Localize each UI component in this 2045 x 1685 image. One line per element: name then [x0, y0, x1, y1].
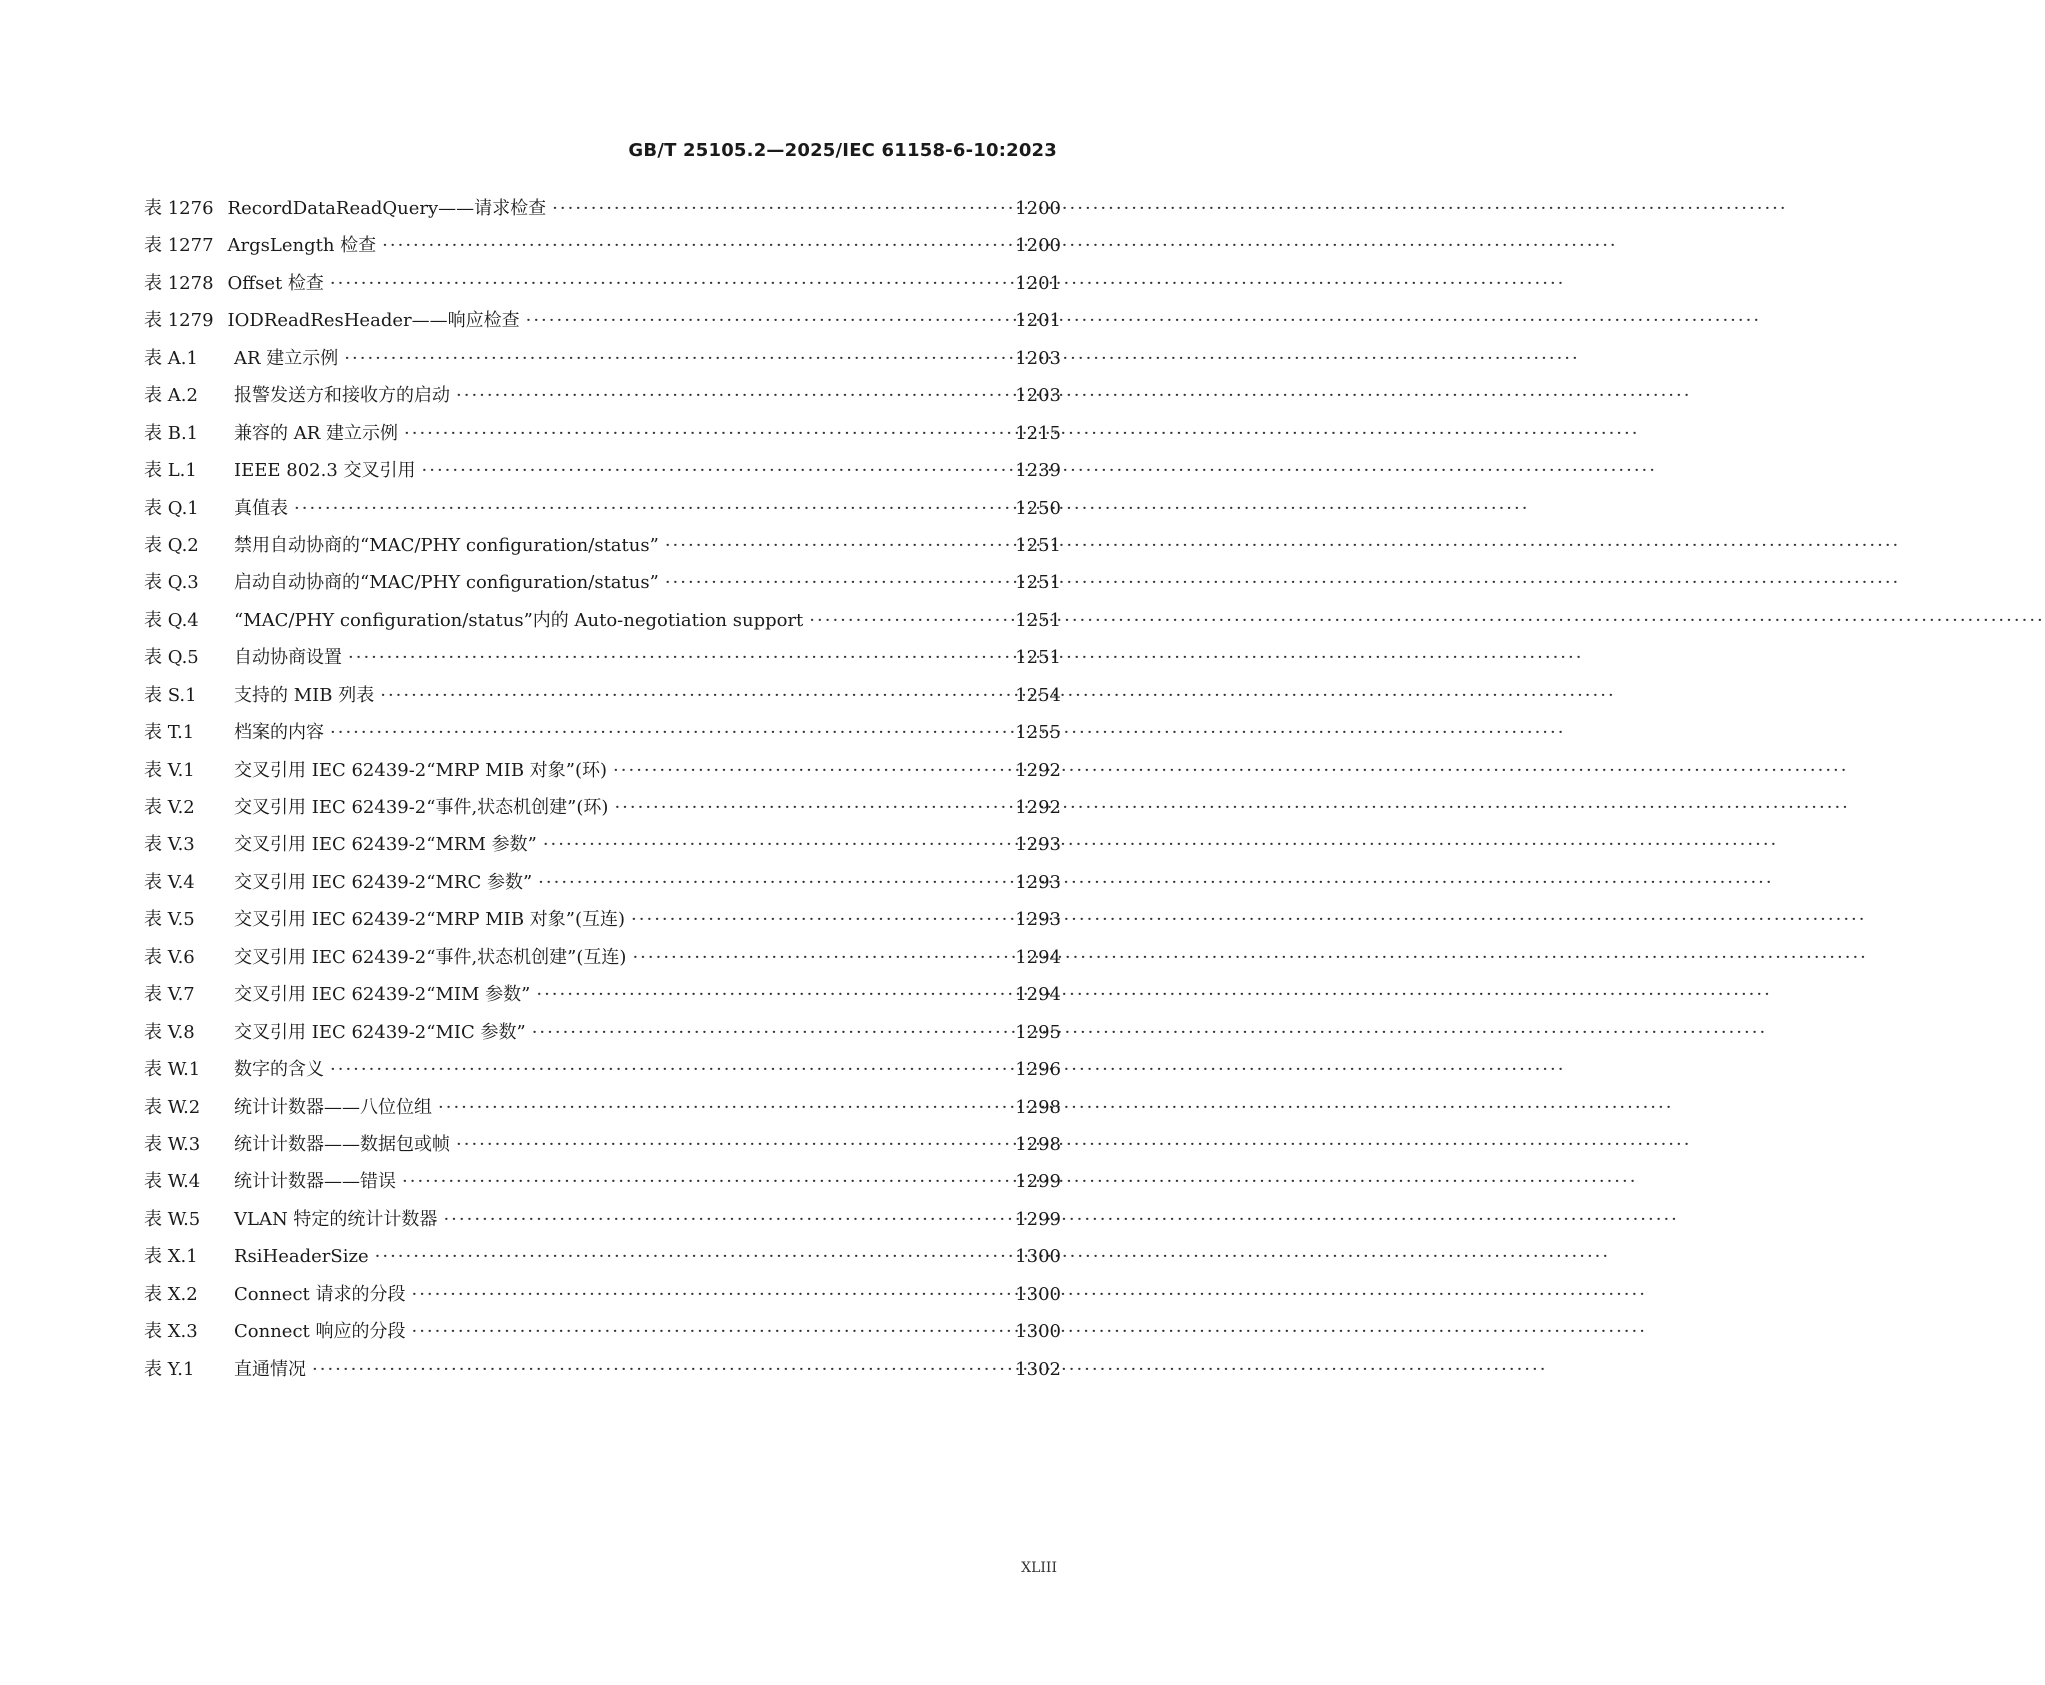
toc-entry-label: 表 X.2: [144, 1283, 198, 1305]
toc-entry[interactable]: [144, 340, 1061, 377]
toc-leader-dots: [330, 1051, 1009, 1088]
toc-entry-label: 表 V.4: [144, 871, 195, 893]
toc-entry-label: 表 W.4: [144, 1171, 201, 1193]
toc-entry-label: 表 X.1: [144, 1246, 198, 1268]
toc-leader-dots: [348, 639, 1009, 676]
toc-entry[interactable]: [144, 1238, 1061, 1275]
toc-leader-dots: [330, 714, 1009, 751]
toc-entry[interactable]: [144, 265, 1061, 302]
toc-entry-label: 表 1276: [144, 198, 214, 219]
toc-entry-label: 表 X.3: [144, 1321, 198, 1343]
page-folio: XLIII: [1021, 1560, 1057, 1576]
toc-entry[interactable]: [144, 826, 1061, 863]
toc-entry-page: 1200: [1015, 198, 1061, 219]
toc-entry-title: Offset 检查: [227, 272, 324, 294]
toc-entry-title: ArgsLength 检查: [227, 235, 377, 257]
toc-leader-dots: [422, 452, 1010, 489]
toc-entry[interactable]: [144, 752, 1061, 789]
toc-leader-dots: [375, 1238, 1010, 1275]
toc-entry[interactable]: [144, 527, 1061, 564]
toc-entry-title: 交叉引用 IEC 62439-2“MRM 参数”: [234, 834, 537, 856]
toc-entry-title: 数字的含义: [234, 1059, 324, 1081]
toc-entry-title: 交叉引用 IEC 62439-2“事件,状态机创建”(互连): [234, 946, 627, 968]
toc-entry-label: 表 V.3: [144, 834, 195, 856]
toc-leader-dots: [411, 1313, 1009, 1350]
toc-leader-dots: [538, 864, 1009, 901]
toc-entry[interactable]: [144, 714, 1061, 751]
toc-entry[interactable]: [144, 227, 1061, 264]
toc-entry-label: 表 V.5: [144, 909, 195, 931]
toc-leader-dots: [294, 490, 1009, 527]
toc-entry-page: 1255: [1015, 722, 1061, 744]
toc-entry[interactable]: [144, 1014, 1061, 1051]
toc-entry-page: 1251: [1015, 647, 1061, 669]
toc-entry-title: 直通情况: [234, 1358, 306, 1380]
toc-entry-label: 表 Q.4: [144, 609, 199, 631]
toc-entry-title: 交叉引用 IEC 62439-2“MRP MIB 对象”(互连): [234, 909, 626, 931]
toc-entry-label: 表 T.1: [144, 722, 195, 744]
toc-entry-page: 1299: [1015, 1208, 1061, 1230]
toc-entry-label: 表 S.1: [144, 684, 197, 706]
toc-entry-page: 1203: [1015, 347, 1061, 369]
toc-entry-title: 支持的 MIB 列表: [234, 684, 375, 706]
toc-entry-title: 统计计数器——八位位组: [234, 1096, 432, 1118]
toc-leader-dots: [330, 265, 1009, 302]
toc-entry-label: 表 1277: [144, 235, 214, 257]
toc-entry-title: AR 建立示例: [234, 347, 339, 369]
toc-entry-title: IEEE 802.3 交叉引用: [234, 460, 416, 482]
toc-entry-label: 表 W.3: [144, 1133, 201, 1155]
toc-entry[interactable]: [144, 939, 1061, 976]
toc-entry-title: Connect 请求的分段: [234, 1283, 406, 1305]
toc-entry-label: 表 V.6: [144, 946, 195, 968]
toc-entry-label: 表 Q.3: [144, 572, 199, 594]
toc-entry-label: 表 W.2: [144, 1096, 201, 1118]
toc-entry-page: 1300: [1015, 1246, 1061, 1268]
toc-entry-page: 1293: [1015, 909, 1061, 931]
toc-entry[interactable]: [144, 452, 1061, 489]
toc-leader-dots: [526, 302, 1010, 339]
toc-leader-dots: [552, 190, 1009, 227]
toc-entry-title: 统计计数器——数据包或帧: [234, 1133, 450, 1155]
toc-entry[interactable]: [144, 377, 1061, 414]
toc-entry-page: 1254: [1015, 684, 1061, 706]
toc-entry[interactable]: [144, 864, 1061, 901]
toc-entry-title: 档案的内容: [234, 722, 324, 744]
toc-entry-page: 1293: [1015, 871, 1061, 893]
toc-entry-title: 交叉引用 IEC 62439-2“MIC 参数”: [234, 1021, 526, 1043]
toc-entry-label: 表 B.1: [144, 422, 199, 444]
toc-entry-label: 表 W.5: [144, 1208, 201, 1230]
toc-entry-page: 1201: [1015, 310, 1061, 332]
toc-entry-title: 交叉引用 IEC 62439-2“MIM 参数”: [234, 984, 531, 1006]
toc-leader-dots: [614, 789, 1009, 826]
toc-entry-page: 1295: [1015, 1021, 1061, 1043]
toc-entry-page: 1302: [1015, 1358, 1061, 1380]
toc-leader-dots: [404, 415, 1009, 452]
toc-entry[interactable]: [144, 976, 1061, 1013]
toc-entry-label: 表 V.8: [144, 1021, 195, 1043]
toc-entry-title: IODReadResHeader——响应检查: [227, 310, 520, 332]
toc-entry-label: 表 Y.1: [144, 1358, 195, 1380]
toc-entry-page: 1300: [1015, 1283, 1061, 1305]
toc-entry-page: 1300: [1015, 1321, 1061, 1343]
toc-entry-title: 真值表: [234, 497, 288, 519]
toc-leader-dots: [380, 677, 1009, 714]
toc-entry-label: 表 1278: [144, 272, 214, 294]
toc-leader-dots: [665, 564, 1009, 601]
toc-leader-dots: [532, 1014, 1009, 1051]
toc-entry-label: 表 A.1: [144, 347, 198, 369]
toc-entry-title: 启动自动协商的“MAC/PHY configuration/status”: [234, 572, 659, 594]
toc-entry[interactable]: [144, 1126, 1061, 1163]
toc-entry-page: 1294: [1015, 946, 1061, 968]
toc-leader-dots: [613, 752, 1009, 789]
toc-entry[interactable]: [144, 490, 1061, 527]
toc-leader-dots: [536, 976, 1009, 1013]
toc-leader-dots: [632, 939, 1009, 976]
toc-entry-page: 1298: [1015, 1133, 1061, 1155]
toc-entry[interactable]: [144, 1276, 1061, 1313]
toc-entry-label: 表 1279: [144, 310, 214, 332]
toc-entry-page: 1203: [1015, 385, 1061, 407]
toc-leader-dots: [312, 1351, 1009, 1388]
toc-entry[interactable]: [144, 901, 1061, 938]
toc-entry[interactable]: [144, 602, 1061, 639]
toc-entry-page: 1251: [1015, 534, 1061, 556]
toc-entry[interactable]: [144, 302, 1061, 339]
toc-entry-page: 1299: [1015, 1171, 1061, 1193]
toc-leader-dots: [411, 1276, 1009, 1313]
toc-entry-page: 1251: [1015, 572, 1061, 594]
toc-entry-label: 表 L.1: [144, 460, 197, 482]
toc-leader-dots: [438, 1089, 1009, 1126]
toc-entry-page: 1292: [1015, 797, 1061, 818]
toc-entry-title: 交叉引用 IEC 62439-2“事件,状态机创建”(环): [234, 797, 609, 818]
toc-entry-title: RecordDataReadQuery——请求检查: [227, 198, 547, 219]
toc-entry-title: 交叉引用 IEC 62439-2“MRC 参数”: [234, 871, 533, 893]
toc-entry[interactable]: [144, 1313, 1061, 1350]
toc-leader-dots: [456, 377, 1009, 414]
toc-leader-dots: [456, 1126, 1009, 1163]
toc-entry[interactable]: [144, 415, 1061, 452]
toc-leader-dots: [402, 1163, 1009, 1200]
toc-entry-page: 1215: [1015, 422, 1061, 444]
toc-entry-title: “MAC/PHY configuration/status”内的 Auto-negotiation support: [234, 609, 804, 631]
toc-entry-page: 1250: [1015, 497, 1061, 519]
toc-leader-dots: [631, 901, 1009, 938]
toc-entry-label: 表 Q.5: [144, 647, 199, 669]
toc-entry[interactable]: [144, 1351, 1061, 1388]
toc-leader-dots: [443, 1201, 1009, 1238]
toc-leader-dots: [382, 227, 1009, 264]
toc-entry-title: 交叉引用 IEC 62439-2“MRP MIB 对象”(环): [234, 759, 608, 781]
toc-entry[interactable]: [144, 564, 1061, 601]
toc-entry-page: 1293: [1015, 834, 1061, 856]
toc-entry[interactable]: [144, 1163, 1061, 1200]
standard-header: GB/T 25105.2—2025/IEC 61158-6-10:2023: [628, 140, 1057, 161]
toc-entry[interactable]: [144, 789, 1061, 826]
toc-entry-label: 表 Q.2: [144, 534, 199, 556]
toc-entry-page: 1201: [1015, 272, 1061, 294]
toc-entry-label: 表 V.7: [144, 984, 195, 1006]
toc-entry-title: 自动协商设置: [234, 647, 342, 669]
toc-entry-title: RsiHeaderSize: [234, 1246, 369, 1268]
toc-entry-label: 表 Q.1: [144, 497, 199, 519]
toc-entry-title: Connect 响应的分段: [234, 1321, 406, 1343]
toc-entry-label: 表 V.2: [144, 797, 195, 818]
toc-entry[interactable]: [144, 1051, 1061, 1088]
toc-entry-title: VLAN 特定的统计计数器: [234, 1208, 438, 1230]
toc-leader-dots: [665, 527, 1009, 564]
toc-entry[interactable]: [144, 639, 1061, 676]
toc-entry-label: 表 V.1: [144, 759, 195, 781]
toc-entry-page: 1200: [1015, 235, 1061, 257]
toc-entry-title: 统计计数器——错误: [234, 1171, 396, 1193]
toc-leader-dots: [344, 340, 1009, 377]
toc-entry-label: 表 A.2: [144, 385, 198, 407]
toc-entry[interactable]: [144, 1089, 1061, 1126]
toc-entry[interactable]: [144, 677, 1061, 714]
toc-leader-dots: [543, 826, 1009, 863]
toc-entry-title: 禁用自动协商的“MAC/PHY configuration/status”: [234, 534, 659, 556]
toc-entry-page: 1292: [1015, 759, 1061, 781]
toc-entry[interactable]: [144, 190, 1061, 227]
toc-entry-page: 1296: [1015, 1059, 1061, 1081]
toc-entry-label: 表 W.1: [144, 1059, 201, 1081]
toc-entry[interactable]: [144, 1201, 1061, 1238]
toc-entry-page: 1294: [1015, 984, 1061, 1006]
toc-leader-dots: [809, 602, 1009, 639]
toc-entry-title: 兼容的 AR 建立示例: [234, 422, 398, 444]
toc-entry-page: 1239: [1015, 460, 1061, 482]
toc-entry-page: 1251: [1015, 609, 1061, 631]
toc-entry-title: 报警发送方和接收方的启动: [234, 385, 450, 407]
table-of-contents: [144, 190, 1061, 1388]
toc-entry-page: 1298: [1015, 1096, 1061, 1118]
